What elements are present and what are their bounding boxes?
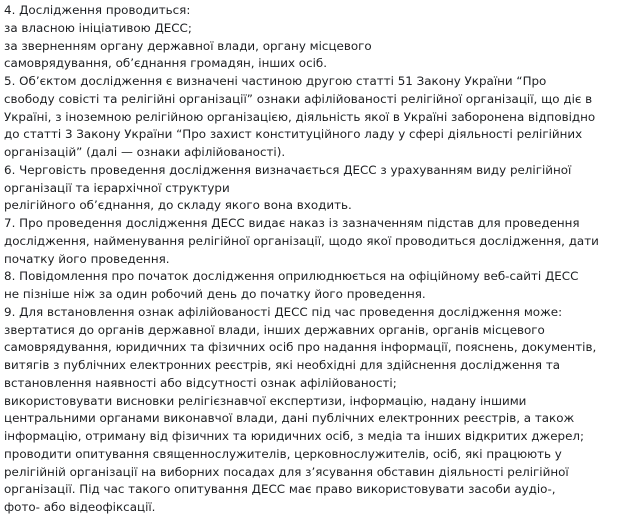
text-line: початку його проведення. (4, 251, 170, 266)
text-line: дослідження, найменування релігійної організації, щодо якої проводиться дослідження, дати (4, 233, 599, 248)
text-line: витягів з публічних електронних реєстрів, які необхідні для здійснення дослідження та (4, 358, 561, 372)
text-line: встановлення наявності або відсутності ознак афілійованості; (4, 375, 397, 390)
text-line: фото- або відеофіксації. (4, 500, 156, 514)
text-line: 4. Дослідження проводиться: (4, 3, 191, 17)
text-line: організації. Під час такого опитування ДЕСС має право використовувати засоби аудіо-, (4, 482, 556, 497)
text-line: 8. Повідомлення про початок дослідження оприлюднюється на офіційному веб-сайті ДЕСС (4, 269, 579, 284)
text-line: за зверненням органу державної влади, органу місцевого (4, 38, 372, 53)
text-line: організації та ієрархічної структури (4, 180, 230, 195)
text-line: інформацію, отриману від фізичних та юридичних осіб, з медіа та інших відкритих джерел; (4, 429, 585, 443)
text-line: релігійного об’єднання, до складу якого вона входить. (4, 198, 352, 213)
text-line: свободу совісті та релігійні організації” ознаки афілійованості релігійної організації, що діє в (4, 91, 593, 106)
text-line: 5. Об’єктом дослідження є визначені частиною другою статті 51 Закону України “Про (4, 74, 547, 88)
document-text (4, 2, 632, 517)
text-line: до статті 3 Закону України “Про захист конституційного ладу у сфері діяльності релігійних (4, 127, 583, 142)
text-line: 7. Про проведення дослідження ДЕСС видає наказ із зазначенням підстав для проведення (4, 216, 580, 230)
text-line: релігійній організації на виборних посадах для з’ясування обставин діяльності релігійної (4, 464, 569, 479)
text-line: самоврядування, об’єднання громадян, інших осіб. (4, 56, 328, 71)
text-line: 9. Для встановлення ознак афілійованості ДЕСС під час проведення дослідження може: (4, 304, 563, 319)
text-line: не пізніше ніж за один робочий день до початку його проведення. (4, 287, 426, 301)
text-line: організацій” (далі — ознаки афілійованості). (4, 145, 286, 159)
text-line: самоврядування, юридичних та фізичних осіб про надання інформації, пояснень, документів, (4, 340, 597, 355)
text-line: звертатися до органів державної влади, інших державних органів, органів місцевого (4, 322, 545, 337)
text-line: Україні, з іноземною релігійною організацією, діяльність якої в Україні заборонена відповідно (4, 109, 596, 124)
text-line: проводити опитування священнослужителів, церковнослужителів, осіб, які працюють у (4, 446, 562, 461)
text-line: за власною ініціативою ДЕСС; (4, 20, 192, 35)
text-line: центральними органами виконавчої влади, дані публічних електронних реєстрів, а також (4, 411, 575, 426)
text-line: використовувати висновки релігієзнавчої експертизи, інформацію, надану іншими (4, 393, 527, 408)
text-line: 6. Черговість проведення дослідження визначається ДЕСС з урахуванням виду релігійної (4, 162, 572, 177)
